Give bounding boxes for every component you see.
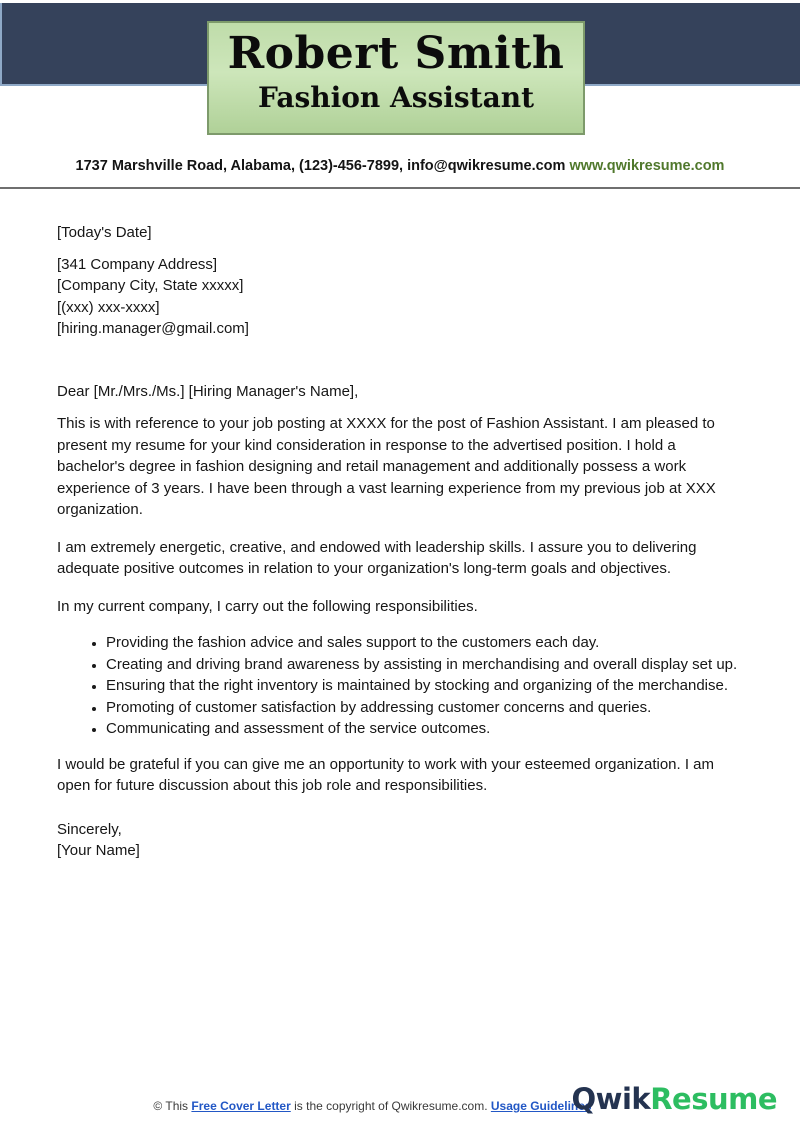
date-placeholder: [Today's Date] — [57, 224, 152, 241]
candidate-name: Robert Smith — [227, 28, 565, 79]
address-line: [341 Company Address] — [57, 255, 218, 273]
website-link[interactable]: www.qwikresume.com — [569, 158, 725, 174]
paragraph-responsibilities-lead: In my current company, I carry out the following responsibilities. — [57, 597, 478, 615]
list-item: • Providing the fashion advice and sales support to the customers each day. — [106, 632, 740, 654]
salutation: Dear [Mr./Mrs./Ms.] [Hiring Manager's Name], — [57, 382, 359, 400]
list-item: • Communicating and assessment of the service outcomes. — [106, 718, 740, 740]
signature-block — [57, 819, 740, 862]
address-line: [Company City, State xxxxx] — [57, 277, 244, 294]
address-line: [hiring.manager@gmail.com] — [57, 320, 249, 337]
copyright-prefix: © This — [153, 1099, 189, 1113]
closing-paragraph: I would be grateful if you can give me an opportunity to work with your esteemed organization. I am open for future discussion about this job role and responsibilities. — [57, 755, 715, 794]
responsibilities-list — [57, 632, 740, 740]
company-address-block — [57, 254, 740, 340]
usage-guidelines-link[interactable]: Usage Guidelines — [490, 1099, 592, 1113]
signature-placeholder: [Your Name] — [57, 842, 140, 859]
letter-body — [0, 222, 800, 862]
qwikresume-logo — [572, 1082, 777, 1116]
free-cover-letter-link[interactable]: Free Cover Letter — [191, 1099, 291, 1113]
copyright-middle: is the copyright of Qwikresume.com. — [294, 1099, 488, 1113]
list-item: • Promoting of customer satisfaction by addressing customer concerns and queries. — [106, 697, 740, 719]
header — [0, 0, 800, 140]
list-item: • Creating and driving brand awareness by assisting in merchandising and overall display set up. — [106, 654, 740, 676]
address-line: [(xxx) xxx-xxxx] — [57, 298, 160, 316]
contact-line — [0, 158, 800, 174]
list-item: • Ensuring that the right inventory is maintained by stocking and organizing of the merchandise. — [106, 675, 740, 697]
paragraph-intro: This is with reference to your job posting at XXXX for the post of Fashion Assistant. I am pleased to present my resume for your kind consideration in response to the advertised position. I hold a bachelor's degree in fashion designing and retail management and additionally possess a work experience of 3 years. I have been through a vast learning experience from my previous job at XXX organization. — [57, 415, 716, 518]
logo-qwik-text: Qwik — [571, 1082, 651, 1116]
header-divider — [0, 187, 800, 189]
paragraph-skills: I am extremely energetic, creative, and endowed with leadership skills. I assure you to delivering adequate positive outcomes in relation to your organization's long-term goals and objectives. — [57, 538, 697, 577]
contact-info: 1737 Marshville Road, Alabama, (123)-456-7899, info@qwikresume.com — [75, 158, 566, 174]
signoff: Sincerely, — [57, 820, 122, 838]
name-card — [207, 21, 585, 135]
job-title: Fashion Assistant — [257, 80, 535, 114]
logo-resume-text: Resume — [650, 1082, 777, 1116]
